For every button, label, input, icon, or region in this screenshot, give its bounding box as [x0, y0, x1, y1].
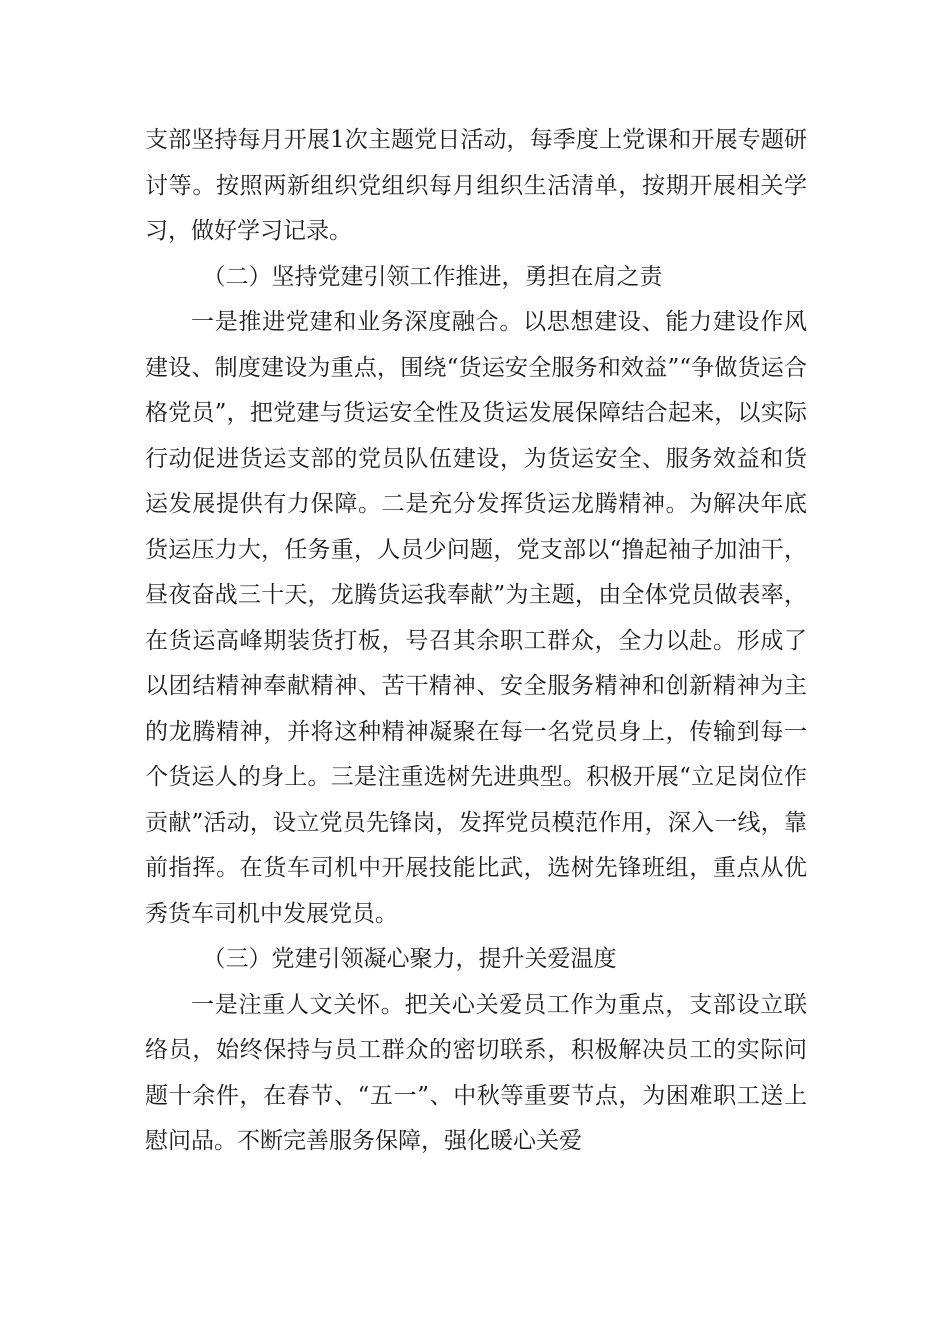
section-heading-3: （三）党建引领凝心聚力，提升关爱温度: [202, 946, 617, 972]
paragraph-continued: 支部坚持每月开展1次主题党日活动，每季度上党课和开展专题研讨等。按照两新组织党组织每月组织生活清单，按期开展相关学习，做好学习记录。: [145, 127, 807, 244]
paragraph-body: 一是推进党建和业务深度融合。以思想建设、能力建设作风建设、制度建设为重点，围绕“货运安全服务和效益”“争做货运合格党员”，把党建与货运安全性及货运发展保障结合起来，以实际行动促进货运支部的党员队伍建设，为货运安全、服务效益和货运发展提供有力保障。二是充分发挥货运龙腾精神。为解决年底货运压力大，任务重，人员少问题，党支部以“撸起袖子加油干，昼夜奋战三十天，龙腾货运我奉献”为主题，由全体党员做表率，在货运高峰期装货打板，号召其余职工群众，全力以赴。形成了以团结精神奉献精神、苦干精神、安全服务精神和创新精神为主的龙腾精神，并将这种精神凝聚在每一名党员身上，传输到每一个货运人的身上。三是注重选树先进典型。积极开展“立足岗位作贡献”活动，设立党员先锋岗，发挥党员模范作用，深入一线，靠前指挥。在货车司机中开展技能比武，选树先锋班组，重点从优秀货车司机中发展党员。: [145, 309, 807, 927]
paragraph-body: 一是注重人文关怀。把关心关爱员工作为重点，支部设立联络员，始终保持与员工群众的密切联系，积极解决员工的实际问题十余件，在春节、“五一”、中秋等重要节点，为困难职工送上慰问品。不断完善服务保障，强化暖心关爱: [145, 991, 807, 1154]
document-page: [145, 118, 807, 1165]
section-heading-2: （二）坚持党建引领工作推进，勇担在肩之责: [202, 263, 663, 290]
